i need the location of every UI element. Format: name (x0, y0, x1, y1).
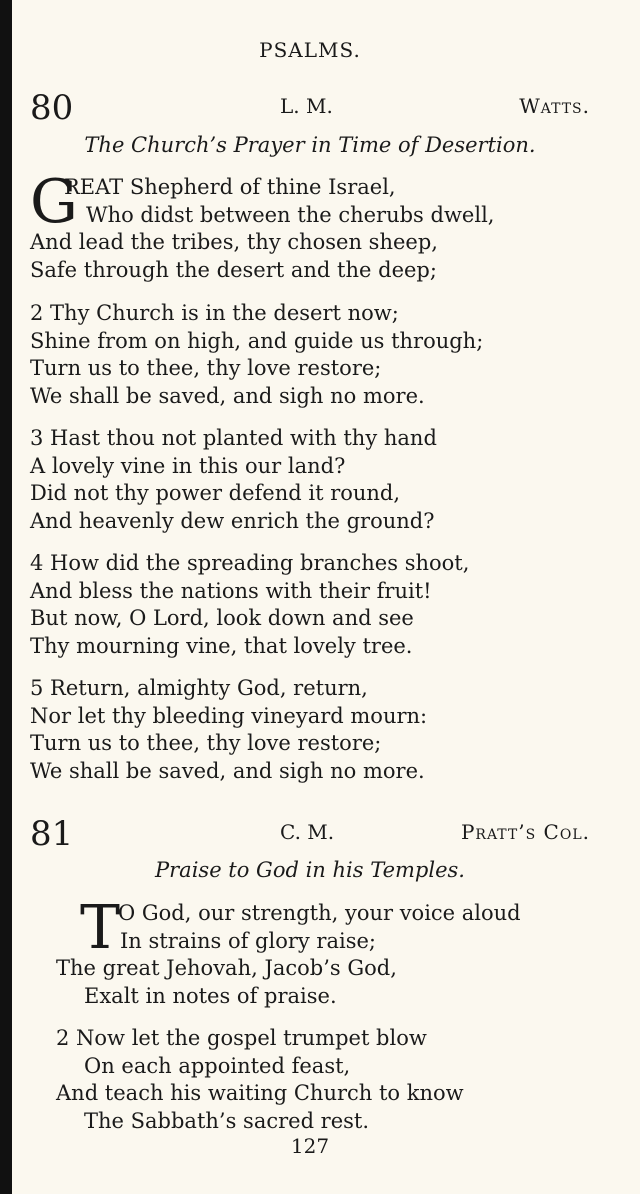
stanza-line: But now, O Lord, look down and see (30, 606, 414, 630)
stanza-line: 5 Return, almighty God, return, (30, 676, 368, 700)
drop-cap: G (30, 167, 78, 237)
stanza-line: The great Jehovah, Jacob’s God, (56, 956, 397, 980)
stanza-line: And lead the tribes, thy chosen sheep, (30, 230, 438, 254)
stanza-line: 3 Hast thou not planted with thy hand (30, 426, 437, 450)
stanza-line: Turn us to thee, thy love restore; (30, 356, 382, 380)
stanza-line: We shall be saved, and sigh no more. (30, 758, 425, 783)
stanza-line: Exalt in notes of praise. (84, 983, 337, 1008)
hymn-number: 80 (30, 88, 74, 128)
running-head: PSALMS. (259, 38, 361, 62)
stanza-line: Nor let thy bleeding vineyard mourn: (30, 703, 428, 728)
stanza-line: REAT Shepherd of thine Israel, (64, 175, 396, 199)
stanza-line: 2 Now let the gospel trumpet blow (56, 1026, 427, 1050)
drop-cap: T (80, 893, 121, 963)
stanza-line: O God, our strength, your voice aloud (118, 901, 521, 925)
hymn-80-stanza-4 (30, 550, 590, 660)
hymn-number: 81 (30, 814, 74, 854)
stanza-line: Shine from on high, and guide us through; (30, 328, 484, 353)
hymn-80-stanza-2 (30, 300, 590, 410)
hymn-80-stanza-1 (30, 167, 590, 284)
stanza-line: And bless the nations with their fruit! (30, 578, 432, 603)
hymn-80-title: The Church’s Prayer in Time of Desertion. (84, 133, 536, 157)
stanza-line: And heavenly dew enrich the ground? (30, 508, 435, 533)
hymn-author: Pratt’s Col. (460, 820, 590, 844)
hymn-81-header (30, 814, 590, 854)
hymn-80-header (30, 88, 590, 128)
hymn-meter: C. M. (280, 820, 335, 844)
hymn-81-stanza-2 (30, 1025, 590, 1135)
stanza-line: A lovely vine in this our land? (30, 453, 346, 478)
page-spine-edge (0, 0, 12, 1194)
hymn-author: Watts. (519, 94, 590, 118)
stanza-line: Thy mourning vine, that lovely tree. (30, 633, 413, 658)
stanza-line: On each appointed feast, (84, 1053, 351, 1078)
book-page (30, 0, 590, 1194)
hymn-81-stanza-1 (30, 893, 590, 1010)
stanza-line: And teach his waiting Church to know (56, 1081, 464, 1105)
stanza-line: 2 Thy Church is in the desert now; (30, 301, 399, 325)
stanza-line: Did not thy power defend it round, (30, 481, 401, 505)
stanza-line: 4 How did the spreading branches shoot, (30, 551, 470, 575)
hymn-81-title: Praise to God in his Temples. (155, 858, 465, 882)
hymn-80-stanza-5 (30, 675, 590, 785)
stanza-line: Safe through the desert and the deep; (30, 257, 437, 282)
page-number: 127 (290, 1134, 330, 1158)
stanza-line: Turn us to thee, thy love restore; (30, 731, 382, 755)
stanza-line: Who didst between the cherubs dwell, (86, 202, 495, 227)
hymn-80-stanza-3 (30, 425, 590, 535)
hymn-meter: L. M. (280, 94, 333, 118)
stanza-line: In strains of glory raise; (120, 928, 376, 953)
stanza-line: We shall be saved, and sigh no more. (30, 383, 425, 408)
stanza-line: The Sabbath’s sacred rest. (84, 1108, 370, 1133)
